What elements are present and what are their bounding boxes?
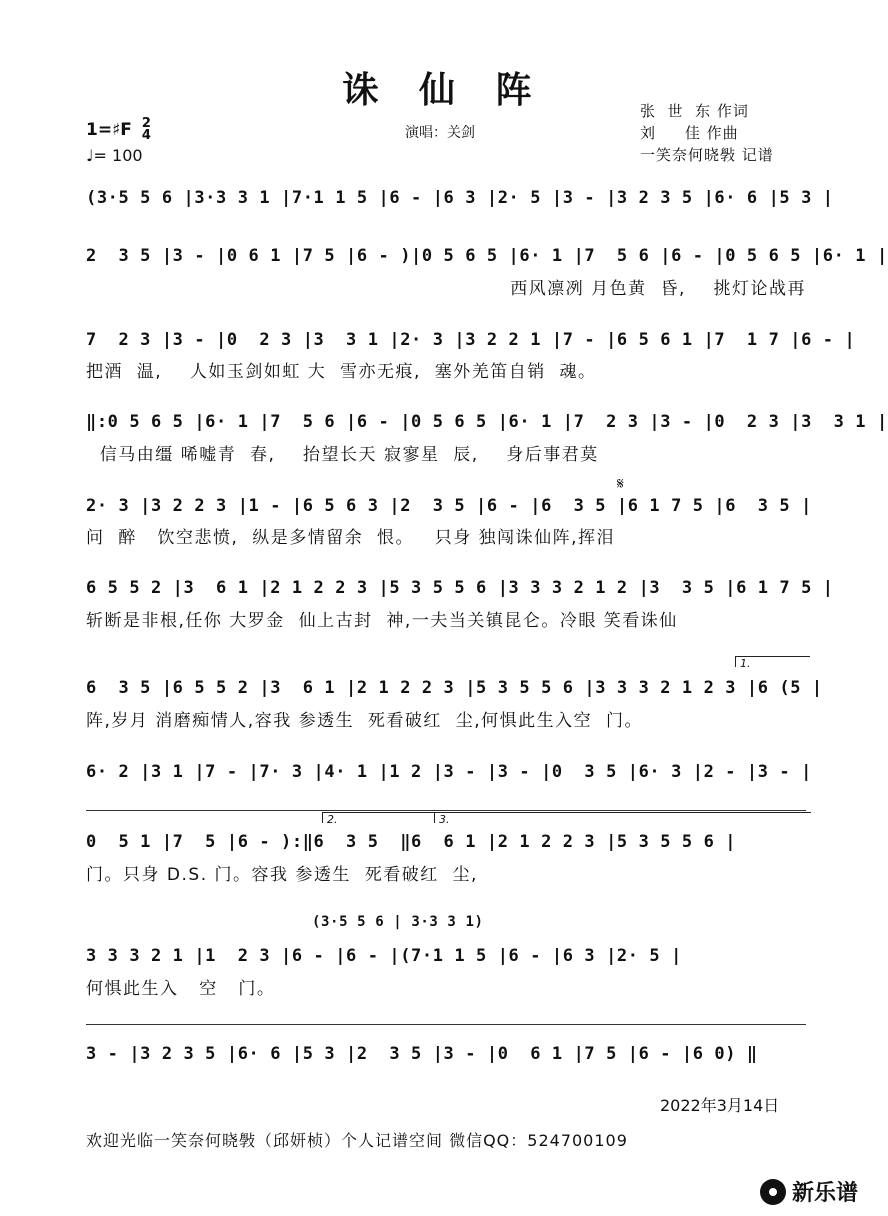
- score-line-7-lyric: 阵,岁月 消磨痴情人,容我 参透生 死看破红 尘,何惧此生入空 门。: [86, 711, 643, 731]
- time-sig-top: 2: [141, 116, 151, 131]
- score-line-7-notes: 6 3 5 |6 5 5 2 |3 6 1 |2 1 2 2 3 |5 3 5 5 6 |3 3 3 2 1 2 3 |6 (5 |: [86, 678, 823, 698]
- score-line-10-notes: 3 3 3 2 1 |1 2 3 |6 - |6 - |(7·1 1 5 |6 - |6 3 |2· 5 |: [86, 946, 682, 966]
- segno-sign: 𝄋: [617, 474, 624, 493]
- score-line-9-notes: 0 5 1 |7 5 |6 - ):‖6 3 5 ‖6 6 1 |2 1 2 2 3 |5 3 5 5 6 |: [86, 832, 737, 852]
- transcriber-credit: 一笑奈何晓斅 记谱: [640, 146, 774, 164]
- score-line-6-notes: 6 5 5 2 |3 6 1 |2 1 2 2 3 |5 3 5 5 6 |3 3 3 2 1 2 |3 3 5 |6 1 7 5 |: [86, 578, 834, 598]
- volta-3: 3.: [434, 812, 811, 823]
- score-line-5-lyric: 问 醉 饮空悲愤, 纵是多情留余 恨。 只身 独闯诛仙阵,挥泪: [86, 528, 616, 548]
- score-line-3-notes: 7 2 3 |3 - |0 2 3 |3 3 1 |2· 3 |3 2 2 1 |7 - |6 5 6 1 |7 1 7 |6 - |: [86, 330, 856, 350]
- lyricist-credit: 张 世 东 作词: [640, 102, 749, 120]
- score-line-11-notes: 3 - |3 2 3 5 |6· 6 |5 3 |2 3 5 |3 - |0 6 1 |7 5 |6 - |6 0) ‖: [86, 1044, 758, 1064]
- score-line-4-notes: ‖:0 5 6 5 |6· 1 |7 5 6 |6 - |0 5 6 5 |6· 1 |7 2 3 |3 - |0 2 3 |3 3 1 |: [86, 412, 888, 432]
- score-line-6-lyric: 斩断是非根,任你 大罗金 仙上古封 神,一夫当关镇昆仑。冷眼 笑看诛仙: [86, 611, 678, 631]
- score-line-9-lyric: 门。只身 D.S. 门。容我 参透生 死看破红 尘,: [86, 865, 478, 885]
- score-line-2-notes: 2 3 5 |3 - |0 6 1 |7 5 |6 - )|0 5 6 5 |6· 1 |7 5 6 |6 - |0 5 6 5 |6· 1 |: [86, 246, 888, 266]
- score-line-10-lyric: 何惧此生入 空 门。: [86, 979, 276, 999]
- score-line-4-lyric: 信马由缰 唏嘘青 春, 抬望长天 寂寥星 辰, 身后事君莫: [86, 445, 599, 465]
- tempo-mark: ♩= 100: [86, 146, 143, 165]
- bracket-line-2: [86, 1024, 806, 1025]
- footer-note: 欢迎光临一笑奈何晓斅（邱妍桢）个人记谱空间 微信QQ：524700109: [86, 1131, 628, 1150]
- score-line-3-lyric: 把酒 温, 人如玉剑如虹 大 雪亦无痕, 塞外羌笛自销 魂。: [86, 362, 597, 382]
- vinyl-disc-icon: [760, 1179, 786, 1205]
- page-title: 诛 仙 阵: [342, 70, 546, 111]
- time-signature: [142, 118, 151, 142]
- key-label: 1=♯F: [86, 120, 132, 140]
- score-line-5-notes: 2· 3 |3 2 2 3 |1 - |6 5 6 3 |2 3 5 |6 - |6 3 5 |6 1 7 5 |6 3 5 |: [86, 496, 812, 516]
- volta-1: 1.: [735, 656, 810, 667]
- singer-credit: 演唱：关剑: [405, 125, 475, 141]
- site-logo: [760, 1176, 858, 1207]
- key-signature: [86, 118, 151, 142]
- composer-credit: 刘 佳 作曲: [640, 124, 739, 142]
- score-line-8-notes: 6· 2 |3 1 |7 - |7· 3 |4· 1 |1 2 |3 - |3 - |0 3 5 |6· 3 |2 - |3 - |: [86, 762, 812, 782]
- score-line-2-lyric: 西风凛冽 月色黄 昏, 挑灯论战再: [510, 279, 806, 299]
- date-text: 2022年3月14日: [660, 1096, 780, 1115]
- score-line-1-notes: (3·5 5 6 |3·3 3 1 |7·1 1 5 |6 - |6 3 |2· 5 |3 - |3 2 3 5 |6· 6 |5 3 |: [86, 188, 834, 208]
- logo-text: 新乐谱: [792, 1181, 859, 1206]
- volta-2: 2.: [322, 812, 435, 823]
- bracket-line: [86, 810, 806, 811]
- alt-phrase: (3·5 5 6 | 3·3 3 1): [312, 914, 484, 930]
- time-sig-bottom: 4: [141, 128, 151, 143]
